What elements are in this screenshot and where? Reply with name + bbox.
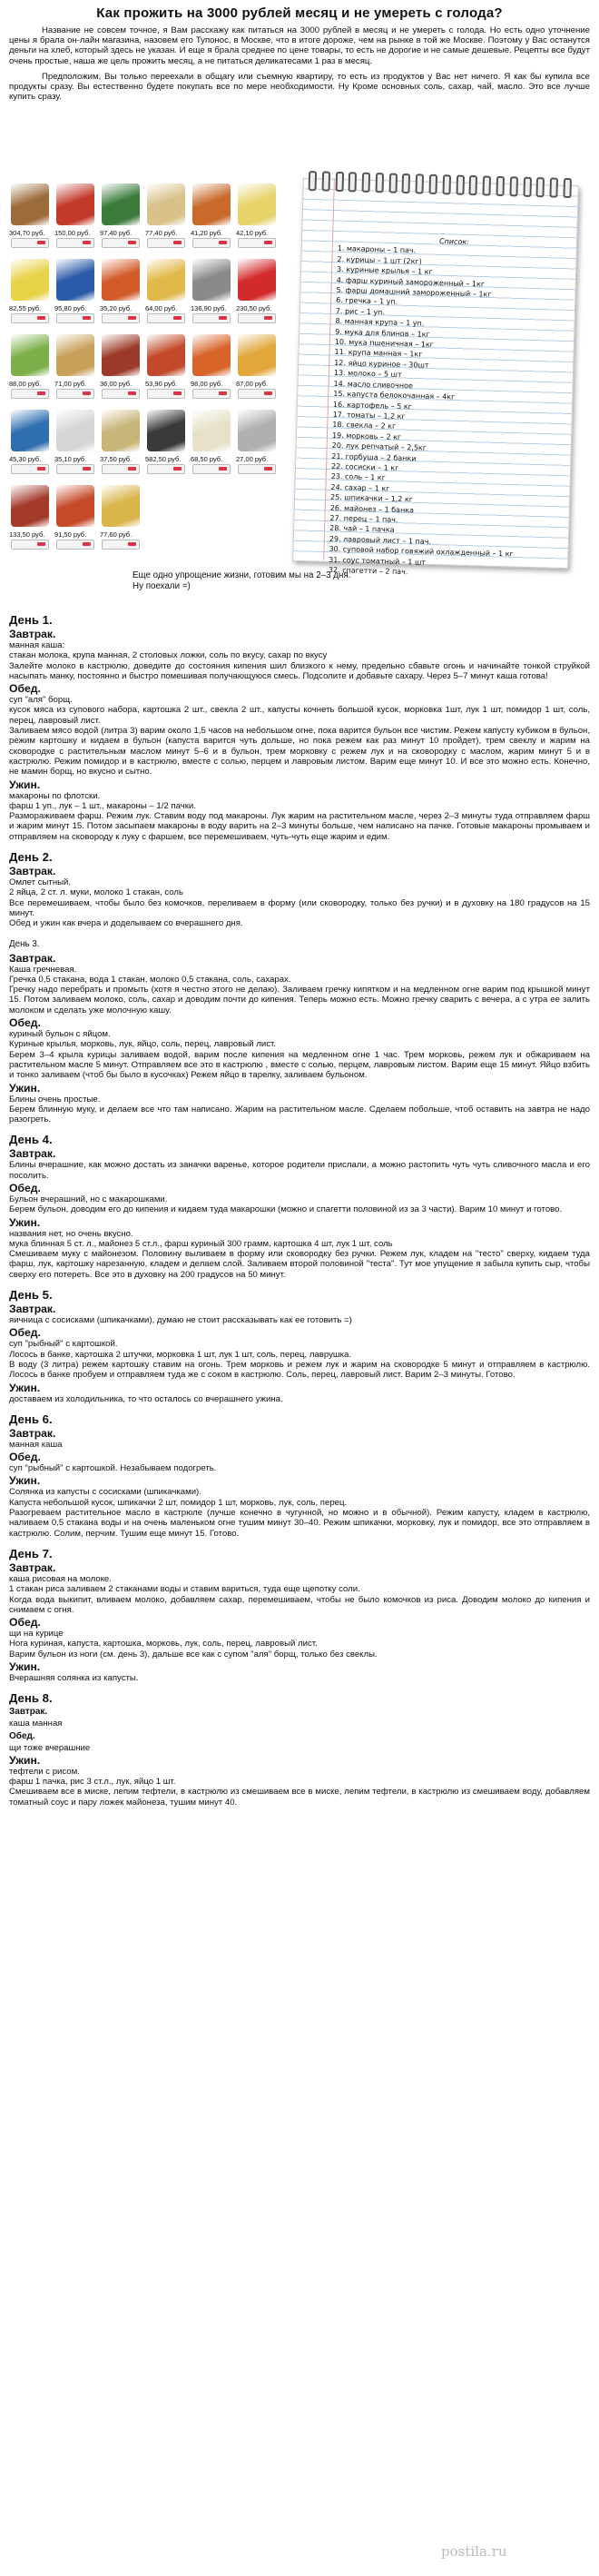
intro-paragraph: Название не совсем точное, я Вам расскажу как питаться на 3000 рублей в месяц и не умереть с голода. Но есть одно уточнение цены я брала он-лайн магазина, назовем его Тупонос, в Москве, что в итоге дороже, чем на рынке в той же Москве. Поэтому у Вас останутся деньги на хлеб, который здесь не указан. И еще я брала среднее по цене товары, то есть не дорогие и не самые дешевые. Рецепты все будут очень простые, наша же цель прожить месяц, а не питаться деликатесами 1 раз в месяц. <box>9 25 590 66</box>
product-image <box>147 183 185 225</box>
product-image <box>56 183 94 225</box>
recipe-text: Солянка из капусты с сосисками (шпикачками). <box>9 1487 201 1498</box>
product-image <box>238 183 276 225</box>
product-image <box>192 410 231 451</box>
shopping-list-item: 9. мука для блинов – 1кг <box>335 327 430 339</box>
add-to-cart-control[interactable] <box>56 464 94 474</box>
meal-heading: Завтрак. <box>9 1426 56 1440</box>
product-price: 42,10 руб. <box>236 229 269 237</box>
product-card[interactable] <box>98 331 143 401</box>
add-to-cart-control[interactable] <box>11 389 49 399</box>
product-image <box>102 183 140 225</box>
meal-heading: Ужин. <box>9 1215 41 1229</box>
recipe-text: Все перемешиваем, чтобы было без комочков, переливаем в форму (или сковородку, только без ручки) и в духовку на 180 градусов на 15 минут. <box>9 897 590 918</box>
shopping-list-item: 13. молоко – 5 шт <box>333 369 402 380</box>
add-to-cart-control[interactable] <box>192 313 231 323</box>
menu-days <box>9 605 590 1808</box>
recipe-text: 2 яйца, 2 ст. л. муки, молоко 1 стакан, соль <box>9 887 183 898</box>
day-title: День 7. <box>9 1546 53 1560</box>
product-price: 91,50 руб. <box>54 530 87 539</box>
recipe-text: Капуста небольшой кусок, шпикачки 2 шт, помидор 1 шт, морковь, лук, соль, перец. <box>9 1497 348 1508</box>
product-image <box>238 259 276 301</box>
meal-heading: Завтрак. <box>9 951 56 965</box>
product-image <box>192 183 231 225</box>
product-image <box>102 410 140 451</box>
recipe-text: каша манная <box>9 1719 63 1729</box>
recipe-text: Гречка 0,5 стакана, вода 1 стакан, молоко 0,5 стакана, соль, сахарах. <box>9 974 291 985</box>
recipe-text: Заливаем мясо водой (литра 3) варим около 1,5 часов на небольшом огне, пока варится бульон все чистим. Режем капусту кубиком в бульон, режим картошку и кидаем в бульон (капуста варится чуть дольше, но пока режем как раз минут 10 пройдет), трем свеклу и жарим на сковородке с растительным маслом минут 5–6 и в бульон, трем морковку с режем лук и на сковородку с маслом, жарим минут 5 и в кастрюлю. Режим помидор и в кастрюлю, вместе с солью, перцем и лавровым листом. Варим еще минут 10. И все это можно есть. Конечно, не мамин борщ, но вкусно и сытно. <box>9 726 590 778</box>
product-price: 41,20 руб. <box>191 229 223 237</box>
product-image <box>192 334 231 376</box>
shopping-list-item: 29. лавровый лист – 1 пач. <box>329 534 432 546</box>
add-to-cart-control[interactable] <box>147 313 185 323</box>
shopping-list-item: 10. мука пшеничная – 1кг <box>334 337 435 350</box>
product-price: 304,70 руб. <box>9 229 45 237</box>
product-card[interactable] <box>53 331 98 401</box>
shopping-list-item: 26. майонез – 1 банка <box>329 503 415 514</box>
add-to-cart-control[interactable] <box>56 540 94 550</box>
product-card[interactable] <box>189 180 234 250</box>
add-to-cart-control[interactable] <box>11 464 49 474</box>
recipe-text: Вчерашняя солянка из капусты. <box>9 1673 139 1683</box>
after-text <box>9 570 590 592</box>
recipe-text: куриный бульон с яйцом. <box>9 1029 111 1040</box>
shopping-list-item: 1. макароны – 1 пач. <box>337 244 417 255</box>
shopping-list-item: 24. сахар – 1 кг <box>330 482 390 493</box>
product-price: 133,50 руб. <box>9 530 45 539</box>
shopping-list-item: 20. лук репчатый – 2,5кг <box>331 441 427 452</box>
recipe-text: Блины вчерашние, как можно достать из заначки варенье, которое родители прислали, а можно растопить чуть чуть сливочного масла и его посолить. <box>9 1160 590 1181</box>
product-price: 53,90 руб. <box>145 380 178 388</box>
recipe-text: Куриные крылья, морковь, лук, яйцо, соль, перец, лавровый лист. <box>9 1039 277 1050</box>
recipe-text: Залейте молоко в кастрюлю, доведите до состояния кипения шил близкого к нему, предельно сбавьте огонь и начинайте тонкой струйкой насыпать манку, постоянно и быстро помешивая получающуюся смесь. Подсолите и добавьте сахару. Через 5–7 минут каша готова! <box>9 660 590 681</box>
shopping-list <box>329 233 565 581</box>
shopping-list-item: 32. спагетти – 2 пач. <box>328 565 408 577</box>
meal-heading: Ужин. <box>9 1381 41 1394</box>
shopping-list-item: 14. масло сливочное <box>333 379 413 391</box>
meal-heading: Обед. <box>9 1326 41 1340</box>
shopping-list-item: 27. перец – 1 пач. <box>329 513 398 524</box>
product-image <box>11 183 49 225</box>
meal-heading: Обед. <box>9 1730 35 1741</box>
add-to-cart-control[interactable] <box>56 313 94 323</box>
shopping-list-item: 25. шпикачки – 1,2 кг <box>329 493 414 504</box>
product-card[interactable] <box>143 255 189 325</box>
shopping-list-item: 18. свекла – 2 кг <box>332 421 397 431</box>
product-image <box>11 259 49 301</box>
shopping-list-item: 11. крупа манная – 1кг <box>334 348 423 360</box>
product-price: 37,50 руб. <box>100 455 133 463</box>
add-to-cart-control[interactable] <box>238 238 276 248</box>
product-price: 71,00 руб. <box>54 380 87 388</box>
shopping-list-item: 30. суповой набор говяжий охлажденный – 1 кг <box>329 545 514 559</box>
add-to-cart-control[interactable] <box>147 389 185 399</box>
product-image <box>238 334 276 376</box>
meal-heading: Ужин. <box>9 778 41 791</box>
meal-heading: Завтрак. <box>9 628 56 640</box>
add-to-cart-control[interactable] <box>11 540 49 550</box>
recipe-text: суп "рыбный" с картошкой. Незабываем подогреть. <box>9 1463 217 1474</box>
recipe-text: Гречку надо перебрать и промыть (хотя я честно этого не делаю). Заливаем гречку кипятком и на медленном огне варим под крышкой минут 15. Потом заливаем молоко, соль, сахар и доводим почти до кипения. Теперь можно есть. Можно гречку сварить с вечера, а с утра ее залить молоком и сделать уже молочную кашу. <box>9 985 590 1016</box>
product-image <box>147 410 185 451</box>
product-card[interactable] <box>98 180 143 250</box>
product-price: 82,55 руб. <box>9 304 42 312</box>
meal-heading: Ужин. <box>9 1753 41 1767</box>
product-image <box>102 485 140 527</box>
recipe-text: названия нет, но очень вкусно. <box>9 1228 133 1239</box>
recipe-text: Нога куриная, капуста, картошка, морковь, лук, соль, перец, лавровый лист. <box>9 1639 318 1650</box>
day-title: День 4. <box>9 1133 53 1147</box>
recipe-text: яичница с сосисками (шпикачками), думаю не стоит рассказывать как ее готовить =) <box>9 1315 352 1326</box>
watermark: postila.ru <box>441 2543 507 2560</box>
add-to-cart-control[interactable] <box>102 238 140 248</box>
product-card[interactable] <box>189 255 234 325</box>
recipe-text: Когда вода выкипит, вливаем молоко, добавляем сахар, перемешиваем, чтобы не было комочков из риса. Доводим молоко до кипения и снимаем с огня. <box>9 1594 590 1615</box>
after-line: Еще одно упрощение жизни, готовим мы на 2–3 дня. <box>133 570 351 580</box>
product-card[interactable] <box>98 255 143 325</box>
product-image <box>56 259 94 301</box>
product-price: 77,40 руб. <box>145 229 178 237</box>
product-card[interactable] <box>143 331 189 401</box>
meal-heading: Ужин. <box>9 1474 41 1488</box>
after-line: Ну поехали =) <box>133 581 191 591</box>
recipe-text: доставаем из холодильника, то что осталось со вчерашнего ужина. <box>9 1393 283 1404</box>
shopping-list-item: 5. фарш домашний замороженный – 1кг <box>336 285 492 299</box>
product-image <box>11 334 49 376</box>
shopping-list-item: 22. сосиски – 1 кг <box>330 461 399 472</box>
page-title: Как прожить на 3000 рублей месяц и не умереть с голода? <box>96 5 503 21</box>
product-image <box>56 334 94 376</box>
meal-heading: Ужин. <box>9 1081 41 1095</box>
meal-heading: Завтрак. <box>9 1303 56 1316</box>
recipe-text: щи тоже вчерашние <box>9 1742 91 1753</box>
shopping-list-item: 17. томаты – 1,2 кг <box>332 410 406 421</box>
product-price: 45,30 руб. <box>9 455 42 463</box>
product-price: 98,00 руб. <box>191 380 223 388</box>
recipe-text: Омлет сытный. <box>9 877 72 888</box>
product-price: 36,00 руб. <box>100 380 133 388</box>
recipe-text: Берем блинную муку, и делаем все что там написано. Жарим на растительном масле. Сделаем побольше, чтоб оставить на завтра не надо разогреть. <box>9 1104 590 1125</box>
add-to-cart-control[interactable] <box>192 389 231 399</box>
day-title: День 8. <box>9 1691 53 1706</box>
recipe-text: макароны по флотски. <box>9 790 101 801</box>
product-card[interactable] <box>234 331 280 401</box>
product-card[interactable] <box>7 331 53 401</box>
add-to-cart-control[interactable] <box>192 238 231 248</box>
product-image <box>147 334 185 376</box>
product-row <box>7 255 280 325</box>
product-card[interactable] <box>53 180 98 250</box>
product-image <box>102 259 140 301</box>
product-card[interactable] <box>234 255 280 325</box>
product-card[interactable] <box>98 406 143 476</box>
product-price: 97,40 руб. <box>100 229 133 237</box>
recipe-text: стакан молока, крупа манная, 2 столовых ложки, соль по вкусу, сахар по вкусу <box>9 650 328 661</box>
product-image <box>11 410 49 451</box>
add-to-cart-control[interactable] <box>102 540 140 550</box>
product-price: 582,50 руб. <box>145 455 182 463</box>
add-to-cart-control[interactable] <box>56 389 94 399</box>
shopping-list-item: 28. чай – 1 пачка <box>329 524 395 535</box>
shopping-list-item: 2. курицы – 1 шт (2кг) <box>337 254 422 266</box>
recipe-text: фарш 1 уп., лук – 1 шт., макароны – 1/2 пачки. <box>9 800 196 811</box>
product-card[interactable] <box>143 180 189 250</box>
shopping-list-item: 4. фарш куриный замороженный – 1кг <box>336 275 486 289</box>
product-image <box>102 334 140 376</box>
recipe-text: мука блинная 5 ст. л., майонез 5 ст.л., фарш куриный 300 грамм, картошка 4 шт, лук 1 шт, соль <box>9 1238 393 1249</box>
shopping-list-notepad <box>292 178 577 577</box>
recipe-text: кусок мяса из супового набора, картошка 2 шт., свекла 2 шт., капусты кочнеть большой кусок, морковка 1шт, лук 1 шт, помидор 1 шт, соль, перец, лавровый лист. <box>9 705 590 726</box>
recipe-text: Бульон вчерашний, но с макарошками. <box>9 1194 168 1204</box>
shopping-list-item: 19. морковь – 2 кг <box>331 431 402 441</box>
recipe-text: манная каша: <box>9 640 65 650</box>
shopping-list-item: 15. капуста белокочанная – 4кг <box>333 389 456 401</box>
intro <box>9 25 590 102</box>
add-to-cart-control[interactable] <box>238 313 276 323</box>
recipe-text: Смешиваем муку с майонезом. Половину выливаем в форму или сковородку без ручки. Режем лук, кладем на "тесто" сверху, кидаем туда фарш, лук, картошку нарезанную, кладем и делаем слой. Заливаем второй половиной "теста". Тут мое упущение я забыла купить сыр, чтобы сверху его потереть. Все это в духовку на 200 градусов на 50 минут. <box>9 1249 590 1280</box>
product-row <box>7 331 280 401</box>
recipe-text: Смешиваем все в миске, лепим тефтели, в кастрюлю из смешиваем все в миске, лепим тефтели, в кастрюлю из смешиваем воду, добавляем томатный соус и пару ложек майонеза, тушим минут 40. <box>9 1787 590 1808</box>
meal-heading: Завтрак. <box>9 1707 48 1718</box>
recipe-text: каша рисовая на молоке. <box>9 1573 112 1584</box>
shopping-list-item: 6. гречка – 1 уп. <box>336 296 398 307</box>
shopping-list-item: 21. горбуша – 2 банки <box>331 451 417 462</box>
product-price: 88,00 руб. <box>9 380 42 388</box>
add-to-cart-control[interactable] <box>102 464 140 474</box>
product-price: 150,00 руб. <box>54 229 91 237</box>
meal-heading: Обед. <box>9 1016 41 1030</box>
add-to-cart-control[interactable] <box>147 238 185 248</box>
recipe-text: Варим бульон из ноги (см. день 3), дальше все как с супом "аля" борщ, только без свеклы. <box>9 1649 378 1660</box>
product-card[interactable] <box>189 406 234 476</box>
product-price: 136,90 руб. <box>191 304 227 312</box>
product-card[interactable] <box>53 481 98 551</box>
recipe-text: Разогреваем растительное масло в кастрюле (лучше конечно в чугунной, но можно и в обычной). Режим капусту, кладем в кастрюлю, наливаем 0,5 стакана воды и на очень маленьком огне тушим минут 30–40. Режим шпикачки, морковку, лук и помидор, все это отправляем в кастрюлю. Солим, перчим. Тушим еще минут 15. Готово. <box>9 1508 590 1539</box>
shopping-list-item: 16. картофель – 5 кг <box>332 400 413 411</box>
recipe-text: суп "рыбный" с картошкой. <box>9 1339 118 1350</box>
product-image <box>56 485 94 527</box>
product-image <box>192 259 231 301</box>
recipe-text: Блины очень простые. <box>9 1094 101 1105</box>
product-card[interactable] <box>189 331 234 401</box>
shopping-list-item: 8. манная крупа – 1 уп. <box>335 317 425 328</box>
product-card[interactable] <box>53 406 98 476</box>
recipe-text: Берем бульон, доводим его до кипения и кидаем туда макарошки (можно и спагетти половиной из за 3 части). Варим 10 минут и готово. <box>9 1204 563 1215</box>
product-card[interactable] <box>7 406 53 476</box>
recipe-text: тефтели с рисом. <box>9 1766 80 1777</box>
day-title: День 2. <box>9 850 53 865</box>
recipe-text: щи на курице <box>9 1629 64 1640</box>
product-card[interactable] <box>7 481 53 551</box>
recipe-text: Обед и ужин как вчера и доделываем со вчерашнего дня. <box>9 918 243 929</box>
shopping-list-item: 12. яйцо куриное – 30шт <box>334 358 429 370</box>
product-image <box>147 259 185 301</box>
add-to-cart-control[interactable] <box>147 464 185 474</box>
product-row <box>7 406 280 476</box>
add-to-cart-control[interactable] <box>238 389 276 399</box>
product-price: 230,50 руб. <box>236 304 272 312</box>
product-price: 95,80 руб. <box>54 304 87 312</box>
product-card[interactable] <box>234 180 280 250</box>
product-card[interactable] <box>7 255 53 325</box>
intro-paragraph: Предположим, Вы только переехали в общагу или съемную квартиру, то есть из продуктов у Вас нет ничего. Я как бы купила все продукты сразу. Вы естественно будете покупать все по мере необходимости. Ну Кроме основных соль, сахар, чай, масло. Это все лучше купить сразу. <box>9 71 590 103</box>
product-card[interactable] <box>98 481 143 551</box>
recipe-text: Каша гречневая. <box>9 964 77 975</box>
meal-heading: Завтрак. <box>9 1147 56 1161</box>
add-to-cart-control[interactable] <box>102 389 140 399</box>
meal-heading: Обед. <box>9 1181 41 1194</box>
shopping-list-heading: Список: <box>438 237 469 246</box>
recipe-text: манная каша <box>9 1439 63 1450</box>
day-title: День 6. <box>9 1412 53 1426</box>
recipe-text: Размораживаем фарш. Режим лук. Ставим воду под макароны. Лук жарим на растительном масле, через 2–3 минуты туда отправляем фарш и жарим минут 15. Потом засыпаем макароны в воду варить на 2–3 минуты больше, чем написано на пачке. Готовые макароны промываем и отправляем на сковороду к луку с фаршем, все перемешиваем, чуть-чуть еще жарим и едим. <box>9 811 590 842</box>
product-price: 77,60 руб. <box>100 530 133 539</box>
recipe-text: Лосось в банке, картошка 2 штучки, морковка 1 шт, лук 1 шт, соль, перец, лаврушка. <box>9 1349 351 1360</box>
product-card[interactable] <box>143 406 189 476</box>
day-title: День 5. <box>9 1288 53 1303</box>
shopping-list-item: 7. рис – 1 уп. <box>335 306 386 317</box>
add-to-cart-control[interactable] <box>102 313 140 323</box>
product-card[interactable] <box>7 180 53 250</box>
recipe-text: 1 стакан риса заливаем 2 стаканами воды и ставим вариться, туда еще щепотку соли. <box>9 1584 360 1595</box>
product-row <box>7 180 280 250</box>
product-grid <box>7 180 280 557</box>
product-row <box>7 481 280 551</box>
meal-heading: Ужин. <box>9 1660 41 1673</box>
product-card[interactable] <box>53 255 98 325</box>
meal-heading: Завтрак. <box>9 865 56 878</box>
product-price: 87,00 руб. <box>236 380 269 388</box>
add-to-cart-control[interactable] <box>192 464 231 474</box>
day-title: День 3. <box>9 938 40 949</box>
product-price: 64,00 руб. <box>145 304 178 312</box>
product-price: 68,50 руб. <box>191 455 223 463</box>
product-price: 27,00 руб. <box>236 455 269 463</box>
recipe-text: фарш 1 пачка, рис 3 ст.л., лук, яйцо 1 шт. <box>9 1777 176 1788</box>
recipe-text: Берем 3–4 крыла курицы заливаем водой, варим после кипения на медленном огне 1 час. Трем морковь, режем лук и обжариваем на растительном масле 5 минут. Отправляем все это в кастрюлю , вместе с солью, перцем, лавровым листом. Варим еще 15 минут. Яйцо взбить и тонко заливаем (чтоб бы было в кусочках) Режем яйцо в тарелку, заливаем бульоном. <box>9 1049 590 1081</box>
product-image <box>56 410 94 451</box>
product-price: 35,10 руб. <box>54 455 87 463</box>
product-card[interactable] <box>234 406 280 476</box>
day-title: День 1. <box>9 613 53 627</box>
shopping-list-item: 31. соус томатный – 1 шт <box>329 555 427 567</box>
shopping-list-item: 23. соль – 1 кг <box>330 472 386 482</box>
add-to-cart-control[interactable] <box>56 238 94 248</box>
product-image <box>11 485 49 527</box>
product-price: 35,20 руб. <box>100 304 133 312</box>
recipe-text: суп "аля" борщ. <box>9 695 73 706</box>
meal-heading: Обед. <box>9 1616 41 1630</box>
add-to-cart-control[interactable] <box>238 464 276 474</box>
shopping-list-item: 3. куриные крылья – 1 кг <box>336 265 433 277</box>
product-image <box>238 410 276 451</box>
add-to-cart-control[interactable] <box>11 313 49 323</box>
meal-heading: Обед. <box>9 1451 41 1464</box>
add-to-cart-control[interactable] <box>11 238 49 248</box>
meal-heading: Завтрак. <box>9 1560 56 1574</box>
meal-heading: Обед. <box>9 682 41 696</box>
recipe-text: В воду (3 литра) режем картошку ставим на огонь. Трем морковь и режем лук и жарим на сковородке 5 минут и отправляем в кастрюлю. Лосось в банке пробуем и отправляем туда же с соком в кастрюлю. Соль, перец, лавровый лист. Варим 2–3 минуты. Готово. <box>9 1359 590 1381</box>
